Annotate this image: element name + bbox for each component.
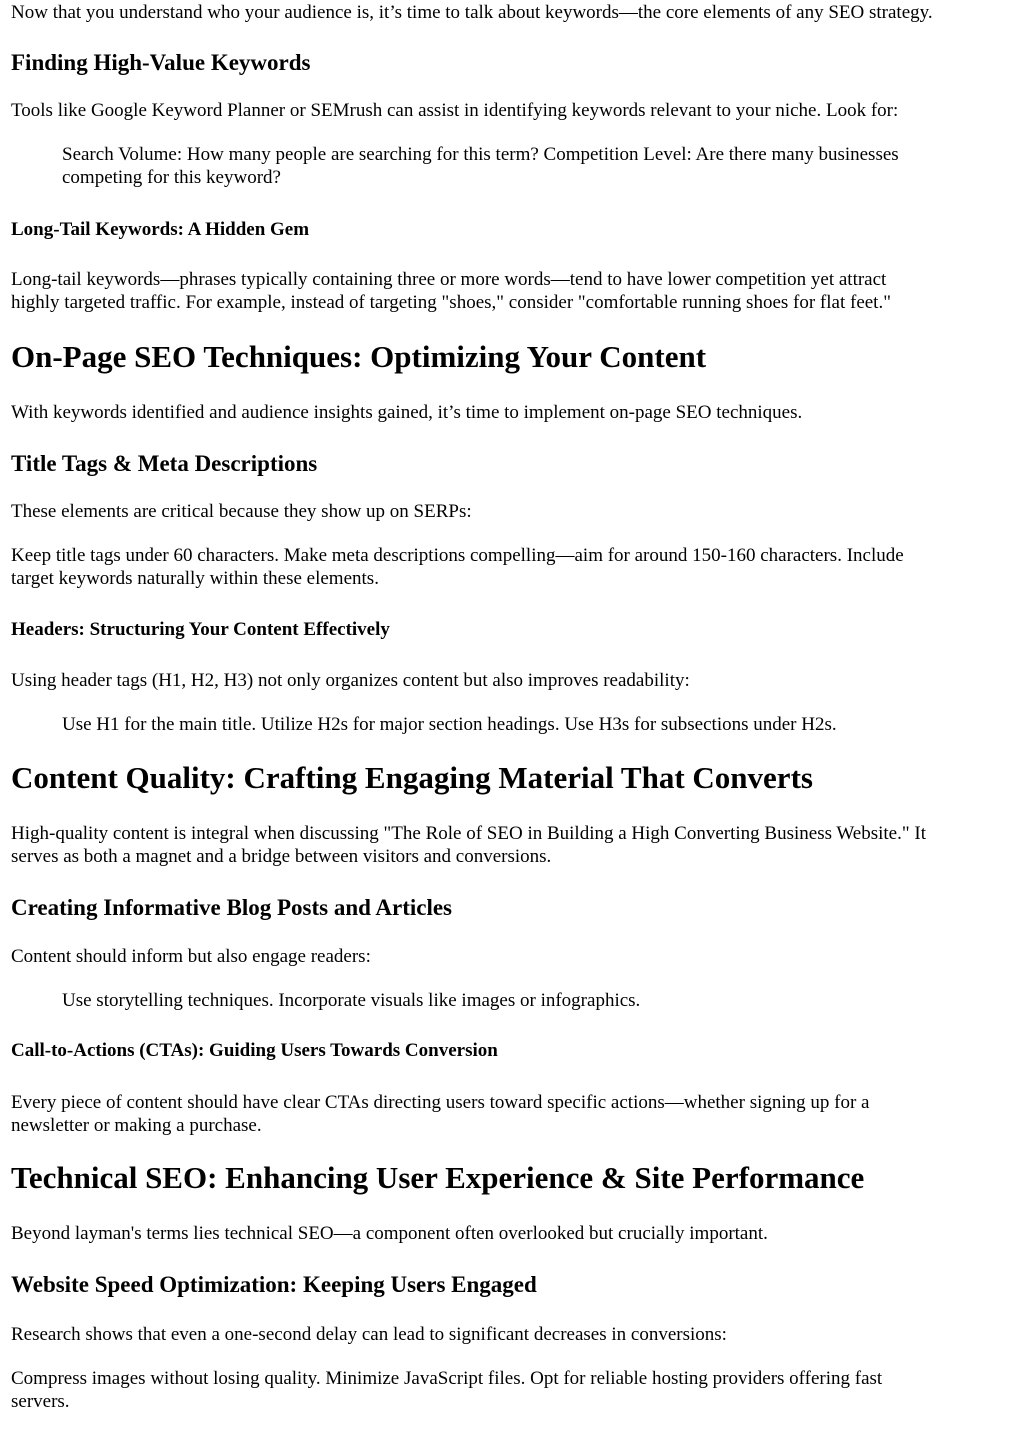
paragraph-serps [11, 500, 472, 523]
blockquote-line: Use H1 for the main title. Utilize H2s for major section headings. Use H3s for subsections under H2s. [62, 714, 837, 735]
paragraph-tools [11, 99, 898, 122]
paragraph-long-tail [11, 268, 891, 314]
heading-title-tags: Title Tags & Meta Descriptions [11, 451, 318, 476]
paragraph-on-page [11, 401, 802, 424]
heading-headers: Headers: Structuring Your Content Effectively [11, 619, 390, 640]
blockquote-storytelling [62, 989, 640, 1012]
heading-technical-seo: Technical SEO: Enhancing User Experience & Site Performance [11, 1160, 865, 1195]
paragraph-line: Long-tail keywords—phrases typically containing three or more words—tend to have lower competition yet attract [11, 269, 887, 290]
blockquote-line: Use storytelling techniques. Incorporate visuals like images or infographics. [62, 990, 641, 1011]
paragraph-intro [11, 1, 933, 24]
paragraph-line: With keywords identified and audience insights gained, it’s time to implement on-page SEO techniques. [11, 402, 803, 423]
paragraph-line: Using header tags (H1, H2, H3) not only organizes content but also improves readability: [11, 670, 690, 691]
paragraph-line: Now that you understand who your audience is, it’s time to talk about keywords—the core elements of any SEO strategy. [11, 2, 933, 23]
paragraph-line: Content should inform but also engage readers: [11, 946, 371, 967]
paragraph-line: Keep title tags under 60 characters. Make meta descriptions compelling—aim for around 150-160 characters. Include [11, 545, 904, 566]
heading-content-quality: Content Quality: Crafting Engaging Material That Converts [11, 760, 813, 795]
paragraph-line: High-quality content is integral when discussing "The Role of SEO in Building a High Converting Business Website." It [11, 823, 926, 844]
paragraph-line: Research shows that even a one-second delay can lead to significant decreases in conversions: [11, 1324, 727, 1345]
paragraph-line: Every piece of content should have clear CTAs directing users toward specific actions—whether signing up for a [11, 1092, 870, 1113]
blockquote-header-usage [62, 713, 837, 736]
paragraph-header-tags [11, 669, 690, 692]
paragraph-content-quality [11, 822, 926, 868]
paragraph-technical [11, 1222, 768, 1245]
paragraph-ctas [11, 1091, 869, 1137]
paragraph-line: These elements are critical because they show up on SERPs: [11, 501, 472, 522]
paragraph-line: newsletter or making a purchase. [11, 1115, 262, 1136]
heading-website-speed: Website Speed Optimization: Keeping Users Engaged [11, 1272, 537, 1297]
heading-on-page-seo: On-Page SEO Techniques: Optimizing Your Content [11, 339, 707, 374]
paragraph-line: servers. [11, 1391, 70, 1412]
paragraph-line: highly targeted traffic. For example, instead of targeting "shoes," consider "comfortable running shoes for flat feet." [11, 292, 891, 313]
blockquote-line: Search Volume: How many people are searching for this term? Competition Level: Are there many businesses [62, 144, 899, 165]
heading-blog-posts: Creating Informative Blog Posts and Articles [11, 895, 453, 920]
paragraph-line: serves as both a magnet and a bridge between visitors and conversions. [11, 846, 552, 867]
heading-finding-keywords: Finding High-Value Keywords [11, 50, 311, 75]
paragraph-compress [11, 1367, 882, 1413]
heading-ctas: Call-to-Actions (CTAs): Guiding Users Towards Conversion [11, 1040, 498, 1061]
paragraph-engage [11, 945, 371, 968]
paragraph-line: target keywords naturally within these elements. [11, 568, 379, 589]
paragraph-research [11, 1323, 727, 1346]
blockquote-line: competing for this keyword? [62, 167, 281, 188]
paragraph-line: Tools like Google Keyword Planner or SEMrush can assist in identifying keywords relevant to your niche. Look for: [11, 100, 899, 121]
paragraph-line: Compress images without losing quality. Minimize JavaScript files. Opt for reliable hosting providers offering fast [11, 1368, 883, 1389]
blockquote-search-volume [62, 143, 899, 189]
paragraph-line: Beyond layman's terms lies technical SEO—a component often overlooked but crucially important. [11, 1223, 768, 1244]
heading-long-tail: Long-Tail Keywords: A Hidden Gem [11, 219, 310, 240]
paragraph-keep-title-tags [11, 544, 904, 590]
